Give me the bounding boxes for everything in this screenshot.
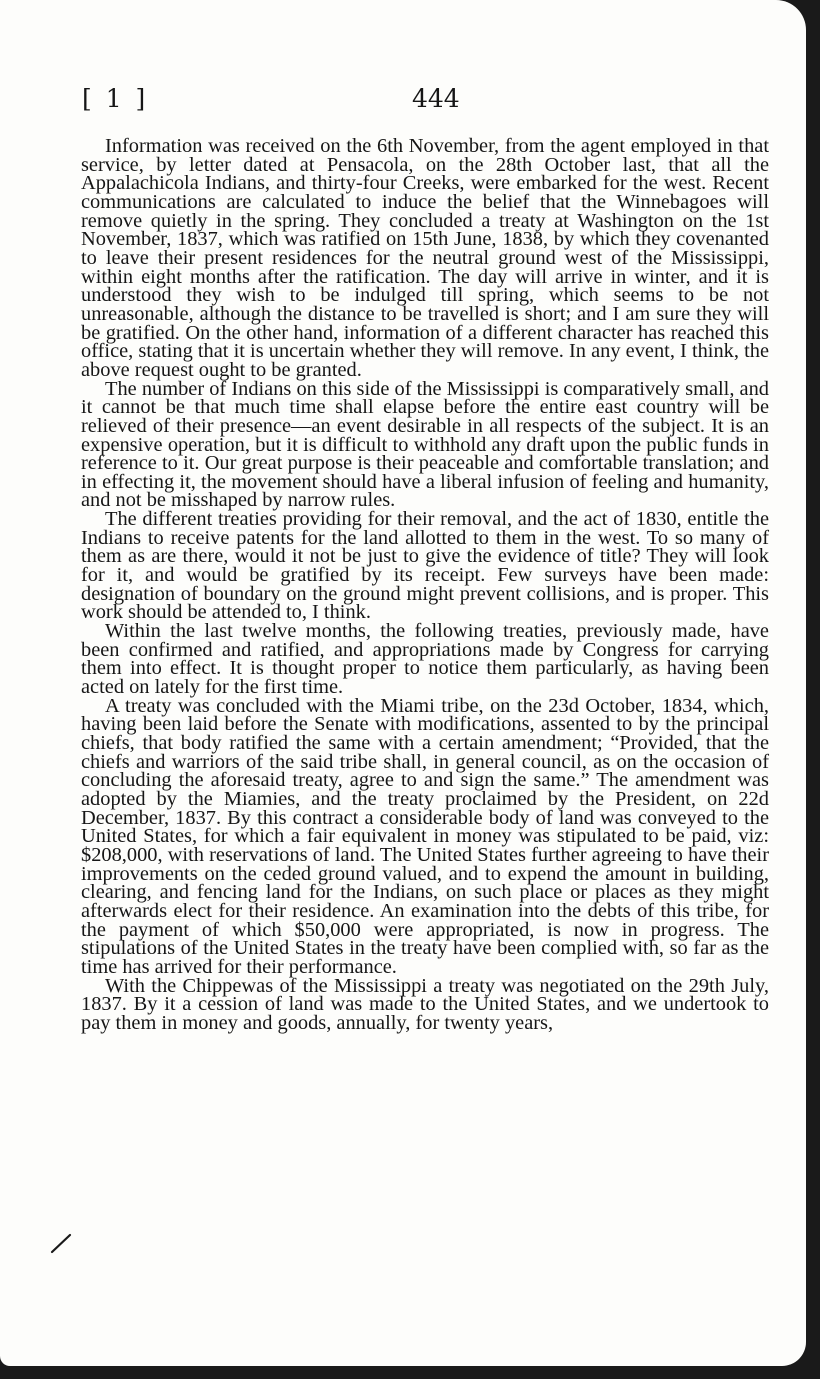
paragraph-indians-east-of-mississippi: The number of Indians on this side of the Mississippi is comparatively small, and it cannot be that much time shall elapse before the entire east country will be relieved of their presence—an event desirable in all respects of the subject. It is an expensive operation, but it is difficult to withhold any draft upon the public funds in reference to it. Our great purpose is their peaceable and comfortable translation; and in effecting it, the movement should have a liberal infusion of feeling and humanity, and not be misshaped by narrow rules. [81,377,769,512]
paragraph-land-patents: The different treaties providing for their removal, and the act of 1830, entitle the Indians to receive patents for the land allotted to them in the west. To so many of them as are there, would it not be just to give the evidence of title? They will look for it, and would be gratified by its receipt. Few surveys have been made: designation of boundary on the ground might prevent collisions, and is proper. This work should be attended to, I think. [81,508,769,624]
paragraph-chippewa-treaty: With the Chippewas of the Mississippi a treaty was negotiated on the 29th July, 1837. By it a cession of land was made to the United States, and we undertook to pay them in money and goods, annually, for twenty years, [81,974,769,1034]
page-header [82,84,772,124]
body-text [81,137,769,1033]
paragraph-ratified-treaties: Within the last twelve months, the following treaties, previously made, have been confirmed and ratified, and appropriations made by Congress for carrying them into effect. It is thought proper to notice them particularly, as having been acted on lately for the first time. [81,620,769,699]
paragraph-appalachicola-winnebagoes: Information was received on the 6th November, from the agent employed in that service, by letter dated at Pensacola, on the 28th October last, that all the Appalachicola Indians, and thirty-four Creeks, were embarked for the west. Recent communications are calculated to induce the belief that the Winnebagoes will remove quietly in the spring. They concluded a treaty at Washington on the 1st November, 1837, which was ratified on 15th June, 1838, by which they covenanted to leave their present residences for the neutral ground west of the Mississippi, within eight months after the ratification. The day will arrive in winter, and it is understood they wish to be indulged till spring, which seems to be not unreasonable, although the distance to be travelled is short; and I am sure they will be gratified. On the other hand, information of a different character has reached this office, stating that it is uncertain whether they will remove. In any event, I think, the above request ought to be granted. [81,135,769,381]
margin-tick-mark-icon [50,1232,72,1254]
document-number: [ 1 ] [82,84,149,113]
page-number: 444 [412,84,460,113]
paragraph-miami-treaty: A treaty was concluded with the Miami tribe, on the 23d October, 1834, which, having been laid before the Senate with modifications, assented to by the principal chiefs, that body ratified the same with a certain amendment; “Provided, that the chiefs and warriors of the said tribe shall, in general council, as on the occasion of concluding the aforesaid treaty, agree to and sign the same.” The amendment was adopted by the Miamies, and the treaty proclaimed by the President, on 22d December, 1837. By this contract a considerable body of land was conveyed to the United States, for which a fair equivalent in money was stipulated to be paid, viz: $208,000, with reservations of land. The United States further agreeing to have their improvements on the ceded ground valued, and to expend the amount in building, clearing, and fencing land for the Indians, on such place or places as they might afterwards elect for their residence. An examination into the debts of this tribe, for the payment of which $50,000 were appropriated, is now in progress. The stipulations of the United States in the treaty have been complied with, so far as the time has arrived for their performance. [81,694,769,978]
